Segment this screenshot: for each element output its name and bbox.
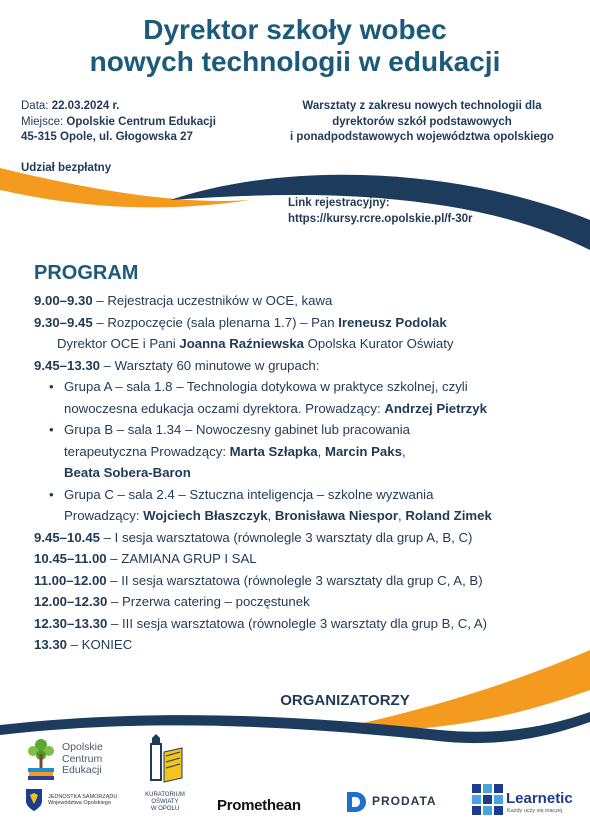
place-row bbox=[21, 115, 216, 131]
person: Joanna Raźniewska bbox=[179, 336, 304, 351]
person: Marta Szłapka bbox=[229, 443, 318, 459]
program-item bbox=[34, 290, 574, 312]
prodata-d-icon bbox=[345, 790, 367, 814]
kuratorium-text: KURATORIUM bbox=[145, 792, 185, 798]
kuratorium-text: W OPOLU bbox=[150, 806, 180, 812]
time: 12.30–13.30 bbox=[34, 615, 108, 631]
person: Ireneusz Podolak bbox=[338, 314, 447, 330]
time: 9.45–10.45 bbox=[34, 529, 101, 545]
item-text: Opolska Kurator Oświaty bbox=[304, 336, 454, 351]
event-meta bbox=[21, 99, 216, 146]
registration-block bbox=[288, 196, 472, 227]
date-value: 22.03.2024 r. bbox=[51, 100, 120, 112]
learnetic-grid-icon bbox=[472, 784, 504, 816]
item-text: – KONIEC bbox=[67, 637, 133, 652]
program-item bbox=[34, 613, 574, 635]
eagle-crest-icon bbox=[24, 788, 44, 812]
groups-list bbox=[34, 376, 574, 527]
tree-icon bbox=[24, 736, 58, 784]
workshops-line-2: dyrektorów szkół podstawowych bbox=[332, 115, 512, 128]
bullet: • bbox=[49, 422, 54, 437]
program-list bbox=[34, 290, 574, 656]
item-text: nowoczesna edukacja oczami dyrektora. Prowadzący: bbox=[64, 400, 385, 416]
item-text: – Przerwa catering – poczęstunek bbox=[107, 594, 310, 609]
time: 10.45–11.00 bbox=[34, 551, 107, 566]
place-label: Miejsce: bbox=[21, 115, 67, 128]
samorzad-text: Województwa Opolskiego bbox=[48, 800, 111, 806]
item-text: – III sesja warsztatowa (równolegle 3 warsztaty dla grup B, C, A) bbox=[107, 615, 488, 631]
separator: , bbox=[267, 508, 275, 523]
item-text: – II sesja warsztatowa (równolegle 3 warsztaty dla grup C, A, B) bbox=[106, 572, 483, 588]
program-item bbox=[34, 527, 574, 549]
date-row bbox=[21, 99, 216, 115]
samorzad-text: JEDNOSTKA SAMORZĄDU bbox=[48, 794, 118, 800]
item-text: Grupa A – sala 1.8 – Technologia dotykowa w praktyce szkolnej, czyli bbox=[64, 379, 468, 394]
place-value: Opolskie Centrum Edukacji bbox=[66, 115, 216, 128]
time: 9.30–9.45 bbox=[34, 314, 93, 330]
program-item bbox=[34, 355, 574, 377]
workshops-description bbox=[262, 99, 582, 146]
oce-line: Edukacji bbox=[62, 764, 102, 776]
oce-line: Centrum bbox=[62, 752, 103, 765]
time: 11.00–12.00 bbox=[34, 572, 107, 588]
kuratorium-emblem-icon bbox=[142, 734, 188, 790]
program-heading: PROGRAM bbox=[34, 262, 139, 284]
person: Beata Sobera-Baron bbox=[64, 465, 191, 480]
program-item bbox=[34, 548, 574, 570]
registration-link[interactable]: https://kursy.rcre.opolskie.pl/f-30r bbox=[288, 212, 473, 225]
prodata-logo bbox=[345, 790, 445, 814]
separator: , bbox=[398, 508, 406, 523]
free-participation: Udział bezpłatny bbox=[21, 162, 112, 174]
item-text: – ZAMIANA GRUP I SAL bbox=[106, 551, 257, 566]
title-line-1: Dyrektor szkoły wobec bbox=[143, 14, 447, 45]
item-text: – I sesja warsztatowa (równolegle 3 warsztaty dla grup A, B, C) bbox=[100, 529, 473, 545]
bullet: • bbox=[49, 379, 54, 394]
oce-logo bbox=[24, 736, 124, 786]
learnetic-logo bbox=[472, 784, 584, 818]
item-text: Prowadzący: bbox=[64, 508, 144, 523]
date-label: Data: bbox=[21, 100, 52, 112]
learnetic-text: Learnetic bbox=[506, 790, 573, 807]
bullet: • bbox=[49, 486, 54, 502]
kuratorium-logo bbox=[140, 734, 190, 818]
title-line-2: nowych technologii w edukacji bbox=[89, 46, 501, 77]
workshops-line-3: i ponadpodstawowych województwa opolskiego bbox=[290, 131, 554, 143]
program-item bbox=[34, 591, 574, 613]
registration-label: Link rejestracyjny: bbox=[288, 197, 390, 209]
item-text: terapeutyczna Prowadzący: bbox=[64, 443, 230, 459]
person: Roland Zimek bbox=[405, 508, 492, 523]
program-item-continuation bbox=[34, 333, 574, 355]
item-text: Grupa B – sala 1.34 – Nowoczesny gabinet lub pracowania bbox=[64, 422, 411, 437]
item-text: Dyrektor OCE i Pani bbox=[57, 336, 180, 351]
person: Marcin Paks bbox=[324, 443, 402, 459]
organizers-heading: ORGANIZATORZY bbox=[280, 692, 410, 709]
kuratorium-text: OŚWIATY bbox=[151, 799, 179, 805]
samorzad-logo bbox=[24, 788, 144, 812]
oce-name bbox=[62, 742, 103, 777]
group-c bbox=[49, 484, 574, 527]
page-title bbox=[0, 14, 590, 78]
time: 9.00–9.30 bbox=[34, 293, 93, 308]
person: Bronisława Niespor bbox=[274, 508, 398, 523]
time: 13.30 bbox=[34, 637, 68, 652]
item-text: – Rejestracja uczestników w OCE, kawa bbox=[92, 293, 333, 308]
orange-swoosh-bottom bbox=[330, 650, 590, 731]
program-item bbox=[34, 634, 574, 656]
program-item bbox=[34, 312, 574, 334]
separator: , bbox=[317, 443, 325, 459]
address: 45-315 Opole, ul. Głogowska 27 bbox=[21, 131, 193, 143]
time: 12.00–12.30 bbox=[34, 594, 108, 609]
time: 9.45–13.30 bbox=[34, 357, 101, 373]
workshops-line-1: Warsztaty z zakresu nowych technologii dla bbox=[302, 100, 542, 112]
oce-line: Opolskie bbox=[62, 741, 103, 753]
person: Wojciech Błaszczyk bbox=[143, 508, 268, 523]
item-text: – Rozpoczęcie (sala plenarna 1.7) – Pan bbox=[92, 314, 339, 330]
item-text: – Warsztaty 60 minutowe w grupach: bbox=[100, 357, 320, 373]
group-a bbox=[49, 376, 574, 419]
person: Andrzej Pietrzyk bbox=[384, 400, 487, 416]
program-item bbox=[34, 570, 574, 592]
item-text: Grupa C – sala 2.4 – Sztuczna inteligencja – szkolne wyzwania bbox=[64, 486, 434, 502]
prodata-text: PRODATA bbox=[372, 794, 437, 808]
promethean-logo: Promethean bbox=[217, 797, 301, 814]
learnetic-tagline: Każdy uczy się inaczej bbox=[507, 808, 563, 814]
group-b: • Grupa B – sala 1.34 – Nowoczesny gabinet lub pracowania terapeutyczna Prowadzący: Marta Szłapka, Marcin Paks, Beata Sobera-Baron bbox=[64, 419, 574, 484]
